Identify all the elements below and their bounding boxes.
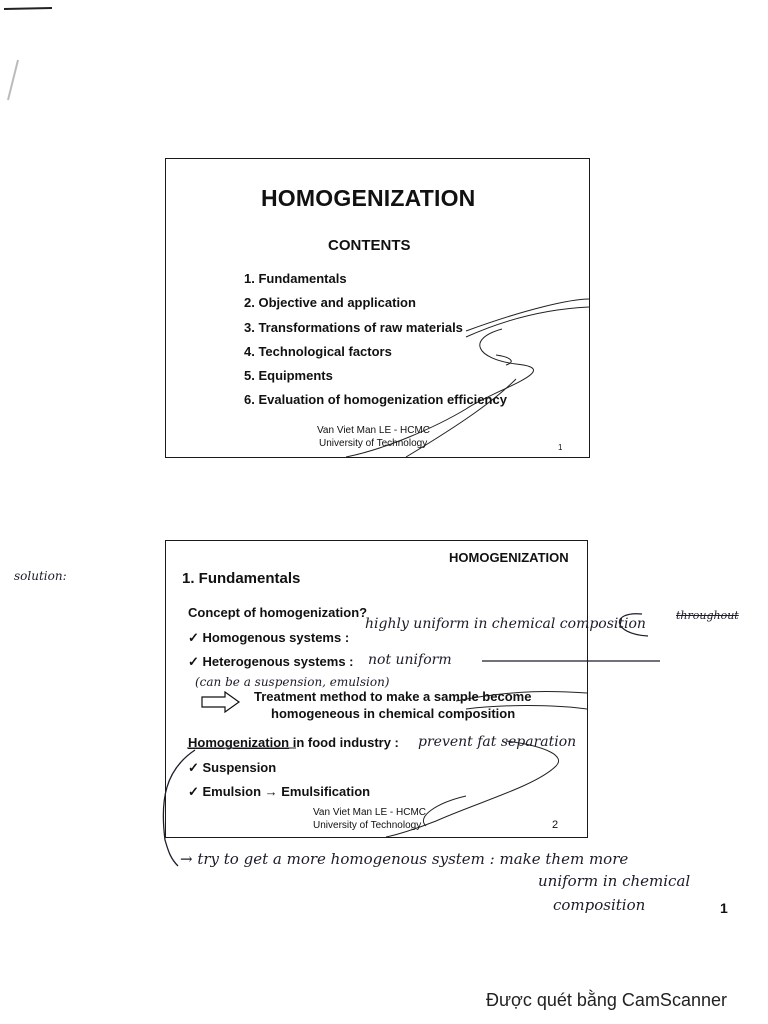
list-item: 4. Technological factors <box>244 343 392 359</box>
suspension-item: ✓ Suspension <box>188 760 277 775</box>
footer-author: Van Viet Man LE - HCMC <box>313 807 427 818</box>
handwritten-margin-label: solution: <box>14 569 67 583</box>
list-item: 6. Evaluation of homogenization efficiency <box>244 392 507 408</box>
slide-fundamentals <box>165 540 588 838</box>
emulsion-item: ✓ Emulsion → Emulsification <box>188 784 371 799</box>
handwritten-bottom-line-1: → try to get a more homogenous system : make them more <box>180 850 629 868</box>
concept-question: Concept of homogenization? <box>188 605 368 620</box>
slide-page-number: 1 <box>558 443 563 452</box>
contents-list <box>244 271 507 417</box>
footer-institution: University of Technology <box>319 438 428 449</box>
slide-contents <box>165 158 590 458</box>
treatment-line-1: Treatment method to make a sample become <box>254 689 532 704</box>
page-number: 1 <box>720 900 728 916</box>
handwritten-homogenous-note: highly uniform in chemical composition <box>365 616 646 632</box>
arrow-right-icon <box>201 691 241 713</box>
list-item: 3. Transformations of raw materials <box>244 319 463 335</box>
slide-header: HOMOGENIZATION <box>449 550 569 565</box>
slide-title: HOMOGENIZATION <box>261 185 476 211</box>
handwritten-food-industry-note: prevent fat separation <box>418 734 577 750</box>
list-item: 5. Equipments <box>244 368 333 384</box>
treatment-line-2: homogeneous in chemical composition <box>271 706 516 721</box>
handwritten-bottom-line-3: composition <box>553 896 646 914</box>
heterogenous-systems: ✓ Heterogenous systems : <box>188 654 354 669</box>
handwritten-heterogenous-note: not uniform <box>368 652 452 668</box>
handwritten-struck-word: throughout <box>676 609 739 622</box>
homogenous-systems: ✓ Homogenous systems : <box>188 630 350 645</box>
handwritten-bottom-line-2: uniform in chemical <box>538 872 691 890</box>
scanner-watermark: Được quét bằng CamScanner <box>486 990 727 1010</box>
slide-page-number: 2 <box>552 819 559 831</box>
food-industry-rest: in food industry : <box>289 735 399 750</box>
handwritten-heterogenous-sub: (can be a suspension, emulsion) <box>195 675 390 689</box>
list-item: 1. Fundamentals <box>244 271 347 286</box>
food-industry-line <box>188 735 399 750</box>
section-title: 1. Fundamentals <box>182 570 301 587</box>
footer-institution: University of Technology <box>313 820 422 831</box>
contents-heading: CONTENTS <box>328 237 411 254</box>
food-industry-term: Homogenization <box>188 735 290 750</box>
scan-edge-artifact <box>0 0 60 120</box>
list-item: 2. Objective and application <box>244 295 416 311</box>
footer-author: Van Viet Man LE - HCMC <box>317 425 431 436</box>
